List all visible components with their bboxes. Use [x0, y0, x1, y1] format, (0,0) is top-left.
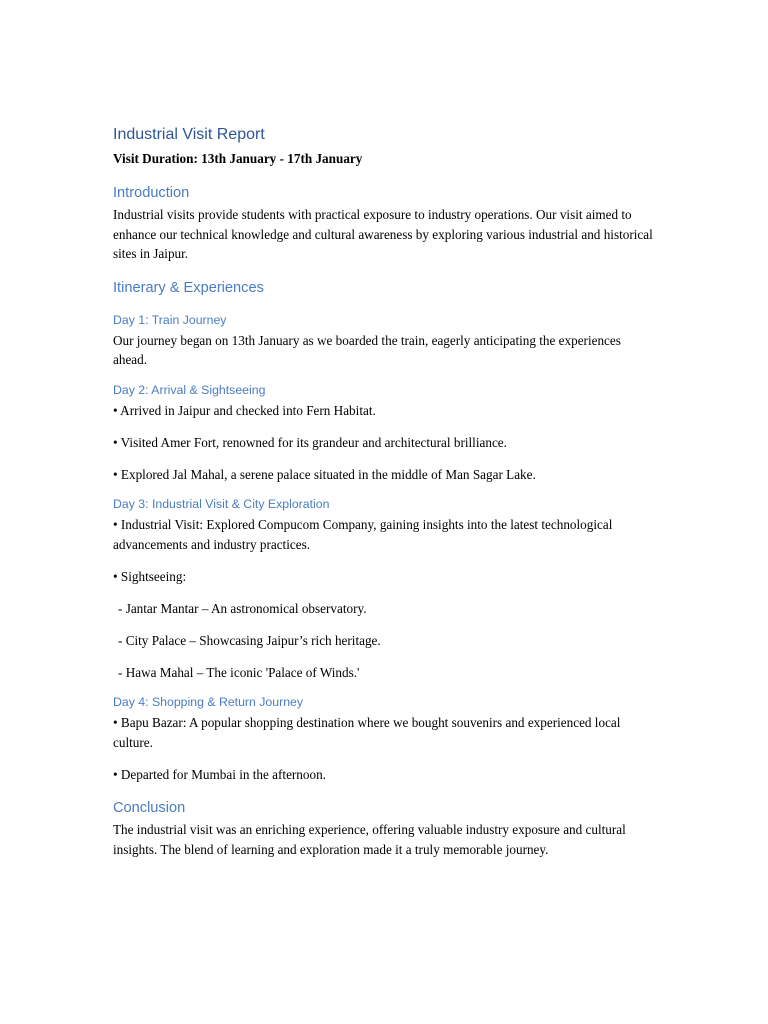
day1-paragraph: Our journey began on 13th January as we boarded the train, eagerly anticipating the experiences ahead. [113, 332, 621, 367]
day4-heading: Day 4: Shopping & Return Journey [113, 695, 304, 709]
conclusion-paragraph: The industrial visit was an enriching experience, offering valuable industry exposure and cultural insights. The blend of learning and exploration made it a truly memorable journey. [113, 822, 626, 857]
day3-sightseeing-label: • Sightseeing: [113, 568, 187, 584]
introduction-heading: Introduction [113, 185, 190, 201]
visit-duration: Visit Duration: 13th January - 17th January [113, 151, 363, 166]
document-body [113, 124, 658, 859]
day2-bullet: • Visited Amer Fort, renowned for its grandeur and architectural brilliance. [113, 434, 507, 450]
day4-bullet: • Departed for Mumbai in the afternoon. [113, 766, 326, 782]
conclusion-heading: Conclusion [113, 800, 186, 816]
day3-sight-item: - City Palace – Showcasing Jaipur’s rich heritage. [118, 632, 381, 648]
day2-bullet: • Explored Jal Mahal, a serene palace situated in the middle of Man Sagar Lake. [113, 466, 536, 482]
report-title: Industrial Visit Report [113, 126, 265, 143]
day2-heading: Day 2: Arrival & Sightseeing [113, 382, 266, 397]
day2-bullet: • Arrived in Jaipur and checked into Fern Habitat. [113, 402, 376, 418]
day3-sight-item: - Hawa Mahal – The iconic 'Palace of Winds.' [118, 664, 360, 680]
day1-heading: Day 1: Train Journey [113, 312, 227, 327]
introduction-paragraph: Industrial visits provide students with practical exposure to industry operations. Our visit aimed to enhance our technical knowledge and cultural awareness by exploring various industrial and historical sites in Jaipur. [113, 207, 653, 261]
itinerary-heading: Itinerary & Experiences [113, 279, 264, 296]
day4-bullet: • Bapu Bazar: A popular shopping destination where we bought souvenirs and experienced local culture. [113, 715, 621, 750]
day3-heading: Day 3: Industrial Visit & City Exploration [113, 497, 330, 511]
day3-sight-item: - Jantar Mantar – An astronomical observatory. [118, 600, 367, 616]
day3-industrial-bullet: • Industrial Visit: Explored Compucom Company, gaining insights into the latest technological advancements and industry practices. [113, 517, 613, 552]
